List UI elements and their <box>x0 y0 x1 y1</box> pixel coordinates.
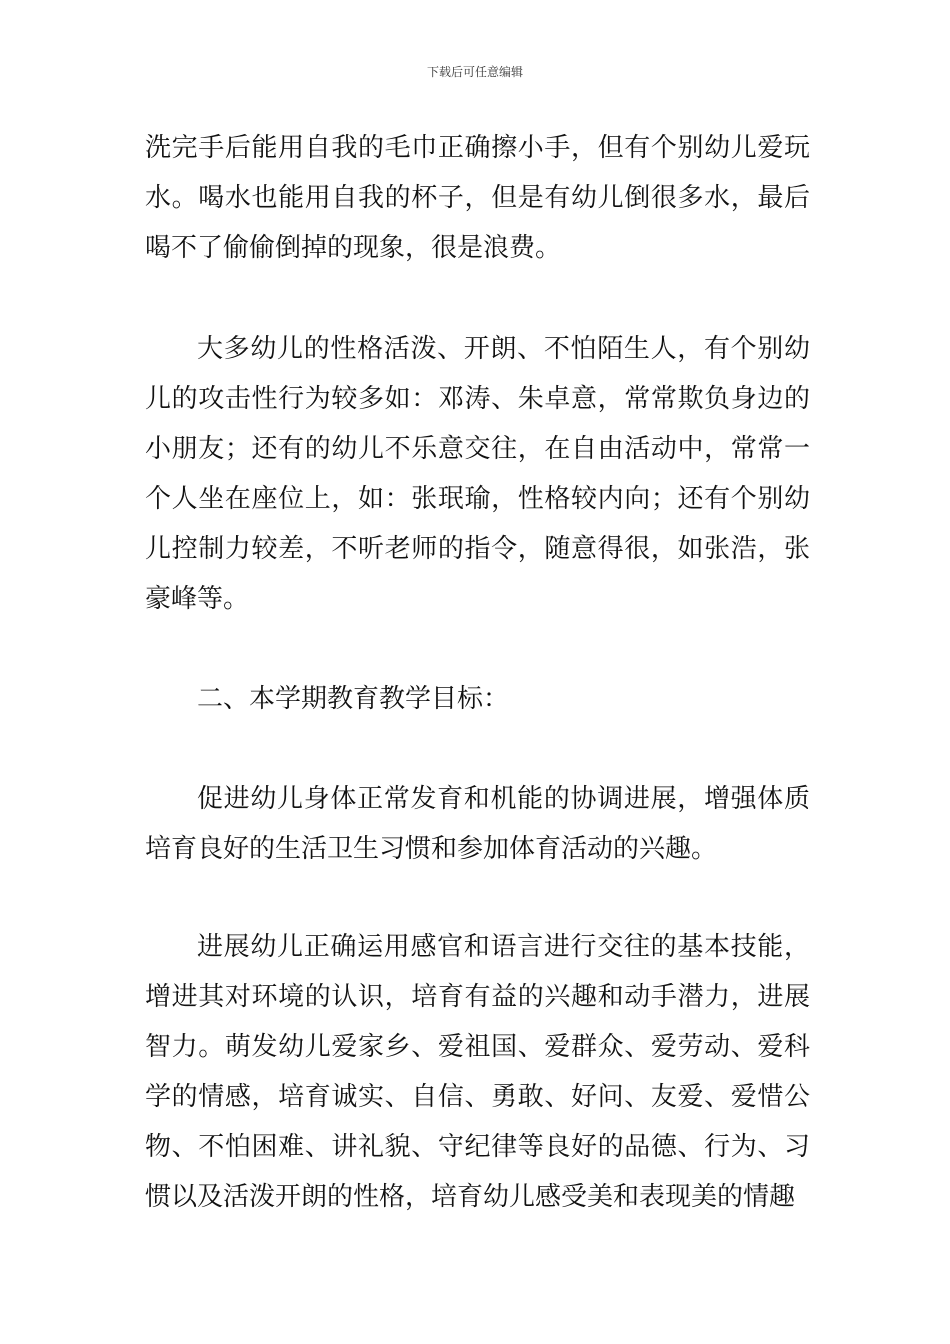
section-heading-goals: 二、本学期教育教学目标： <box>197 684 510 714</box>
paragraph-development-goal: 进展幼儿正确运用感官和语言进行交往的基本技能，增进其对环境的认识，培育有益的兴趣和动手潜力，进展智力。萌发幼儿爱家乡、爱祖国、爱群众、爱劳动、爱科学的情感，培育诚实、自信、勇敢、好问、友爱、爱惜公物、不怕困难、讲礼貌、守纪律等良好的品德、行为、习惯以及活泼开朗的性格，培育幼儿感受美和表现美的情趣 <box>145 932 810 1212</box>
paragraph-personality: 大多幼儿的性格活泼、开朗、不怕陌生人，有个别幼儿的攻击性行为较多如：邓涛、朱卓意，常常欺负身边的小朋友；还有的幼儿不乐意交往，在自由活动中，常常一个人坐在座位上，如：张珉瑜，性格较内向；还有个别幼儿控制力较差，不听老师的指令，随意得很，如张浩，张豪峰等。 <box>145 334 810 614</box>
paragraph-hygiene: 洗完手后能用自我的毛巾正确擦小手，但有个别幼儿爱玩水。喝水也能用自我的杯子，但是有幼儿倒很多水，最后喝不了偷偷倒掉的现象，很是浪费。 <box>145 133 810 263</box>
page-header-note: 下载后可任意编辑 <box>426 65 523 79</box>
paragraph-physical-goal: 促进幼儿身体正常发育和机能的协调进展，增强体质培育良好的生活卫生习惯和参加体育活动的兴趣。 <box>145 784 810 864</box>
